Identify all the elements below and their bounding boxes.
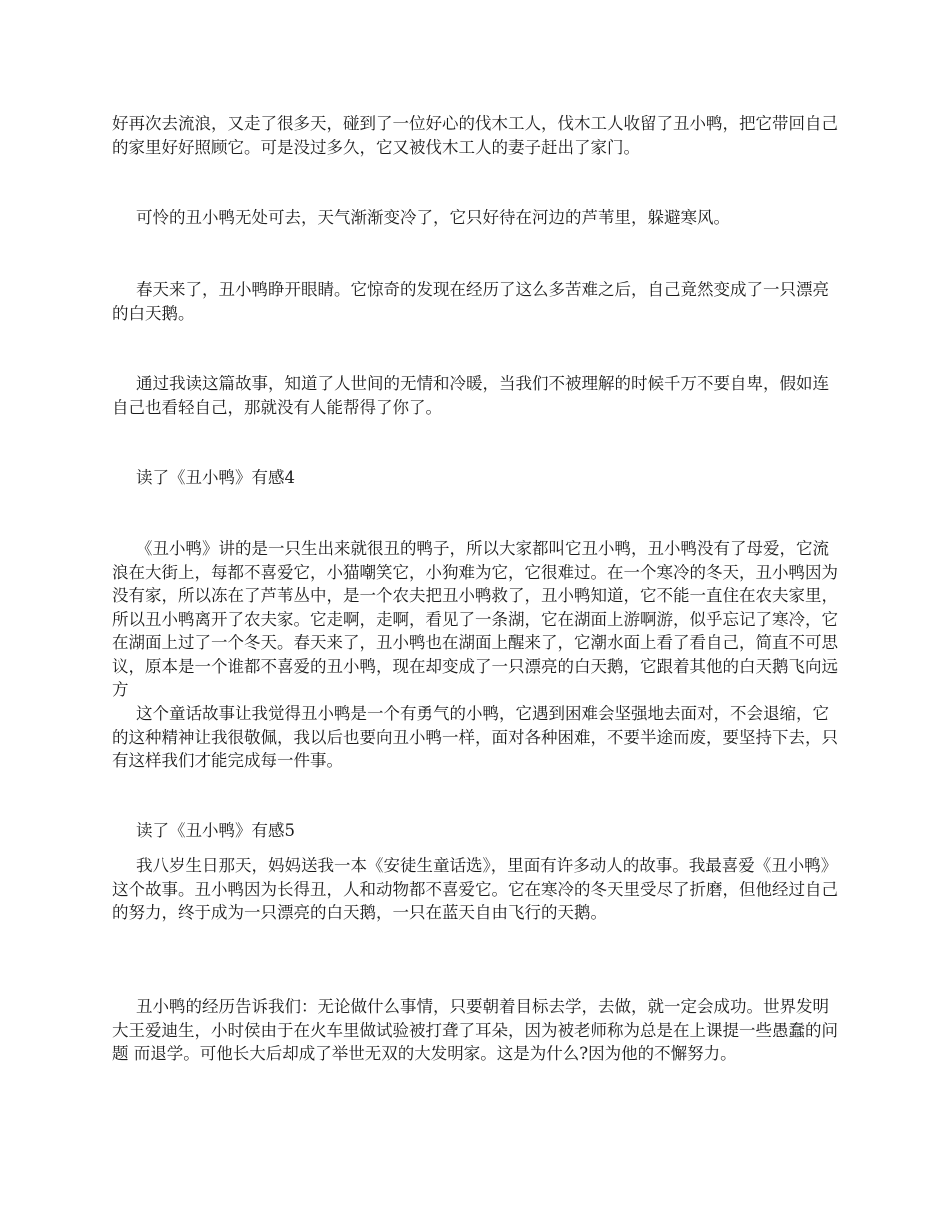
paragraph-birthday-book: 我八岁生日那天，妈妈送我一本《安徒生童话选》，里面有许多动人的故事。我最喜爱《丑小鸭》这个故事。丑小鸭因为长得丑，人和动物都不喜爱它。它在寒冷的冬天里受尽了折磨，但他经过自己的努力，终于成为一只漂亮的白天鹅，一只在蓝天自由飞行的天鹅。 bbox=[112, 856, 838, 922]
section-heading-4: 读了《丑小鸭》有感4 bbox=[136, 468, 295, 487]
paragraph-reflection: 通过我读这篇故事，知道了人世间的无情和冷暖，当我们不被理解的时候千万不要自卑，假如连自己也看轻自己，那就没有人能帮得了你了。 bbox=[112, 374, 829, 417]
paragraph-spring-swan: 春天来了，丑小鸭睁开眼睛。它惊奇的发现在经历了这么多苦难之后，自己竟然变成了一只漂亮的白天鹅。 bbox=[112, 280, 829, 323]
paragraph-continuation: 好再次去流浪，又走了很多天，碰到了一位好心的伐木工人，伐木工人收留了丑小鸭，把它带回自己的家里好好照顾它。可是没过多久，它又被伐木工人的妻子赶出了家门。 bbox=[112, 114, 838, 157]
paragraph-edison: 丑小鸭的经历告诉我们：无论做什么事情，只要朝着目标去学，去做，就一定会成功。世界发明大王爱迪生，小时侯由于在火车里做试验被打聋了耳朵，因为被老师称为总是在上课提一些愚蠢的问题 而退学。可他长大后却成了举世无双的大发明家。这是为什么?因为他的不懈努力。 bbox=[112, 997, 838, 1063]
paragraph-winter-reeds: 可怜的丑小鸭无处可去，天气渐渐变冷了，它只好待在河边的芦苇里，躲避寒风。 bbox=[136, 208, 730, 227]
paragraph-courage: 这个童话故事让我觉得丑小鸭是一个有勇气的小鸭，它遇到困难会坚强地去面对，不会退缩，它的这种精神让我很敬佩，我以后也要向丑小鸭一样，面对各种困难，不要半途而废，要坚持下去，只有这样我们才能完成每一件事。 bbox=[112, 704, 838, 770]
paragraph-story-summary: 《丑小鸭》讲的是一只生出来就很丑的鸭子，所以大家都叫它丑小鸭，丑小鸭没有了母爱，它流浪在大街上，每都不喜爱它，小猫嘲笑它，小狗难为它，它很难过。在一个寒冷的冬天，丑小鸭因为没有家，所以冻在了芦苇丛中，是一个农夫把丑小鸭救了，丑小鸭知道，它不能一直住在农夫家里，所以丑小鸭离开了农夫家。它走啊，走啊，看见了一条湖，它在湖面上游啊游，似乎忘记了寒冷，它在湖面上过了一个冬天。春天来了，丑小鸭也在湖面上醒来了，它潮水面上看了看自己，简直不可思议，原本是一个谁都不喜爱的丑小鸭，现在却变成了一只漂亮的白天鹅，它跟着其他的白天鹅飞向远方 bbox=[112, 539, 838, 699]
section-heading-5: 读了《丑小鸭》有感5 bbox=[136, 821, 295, 840]
